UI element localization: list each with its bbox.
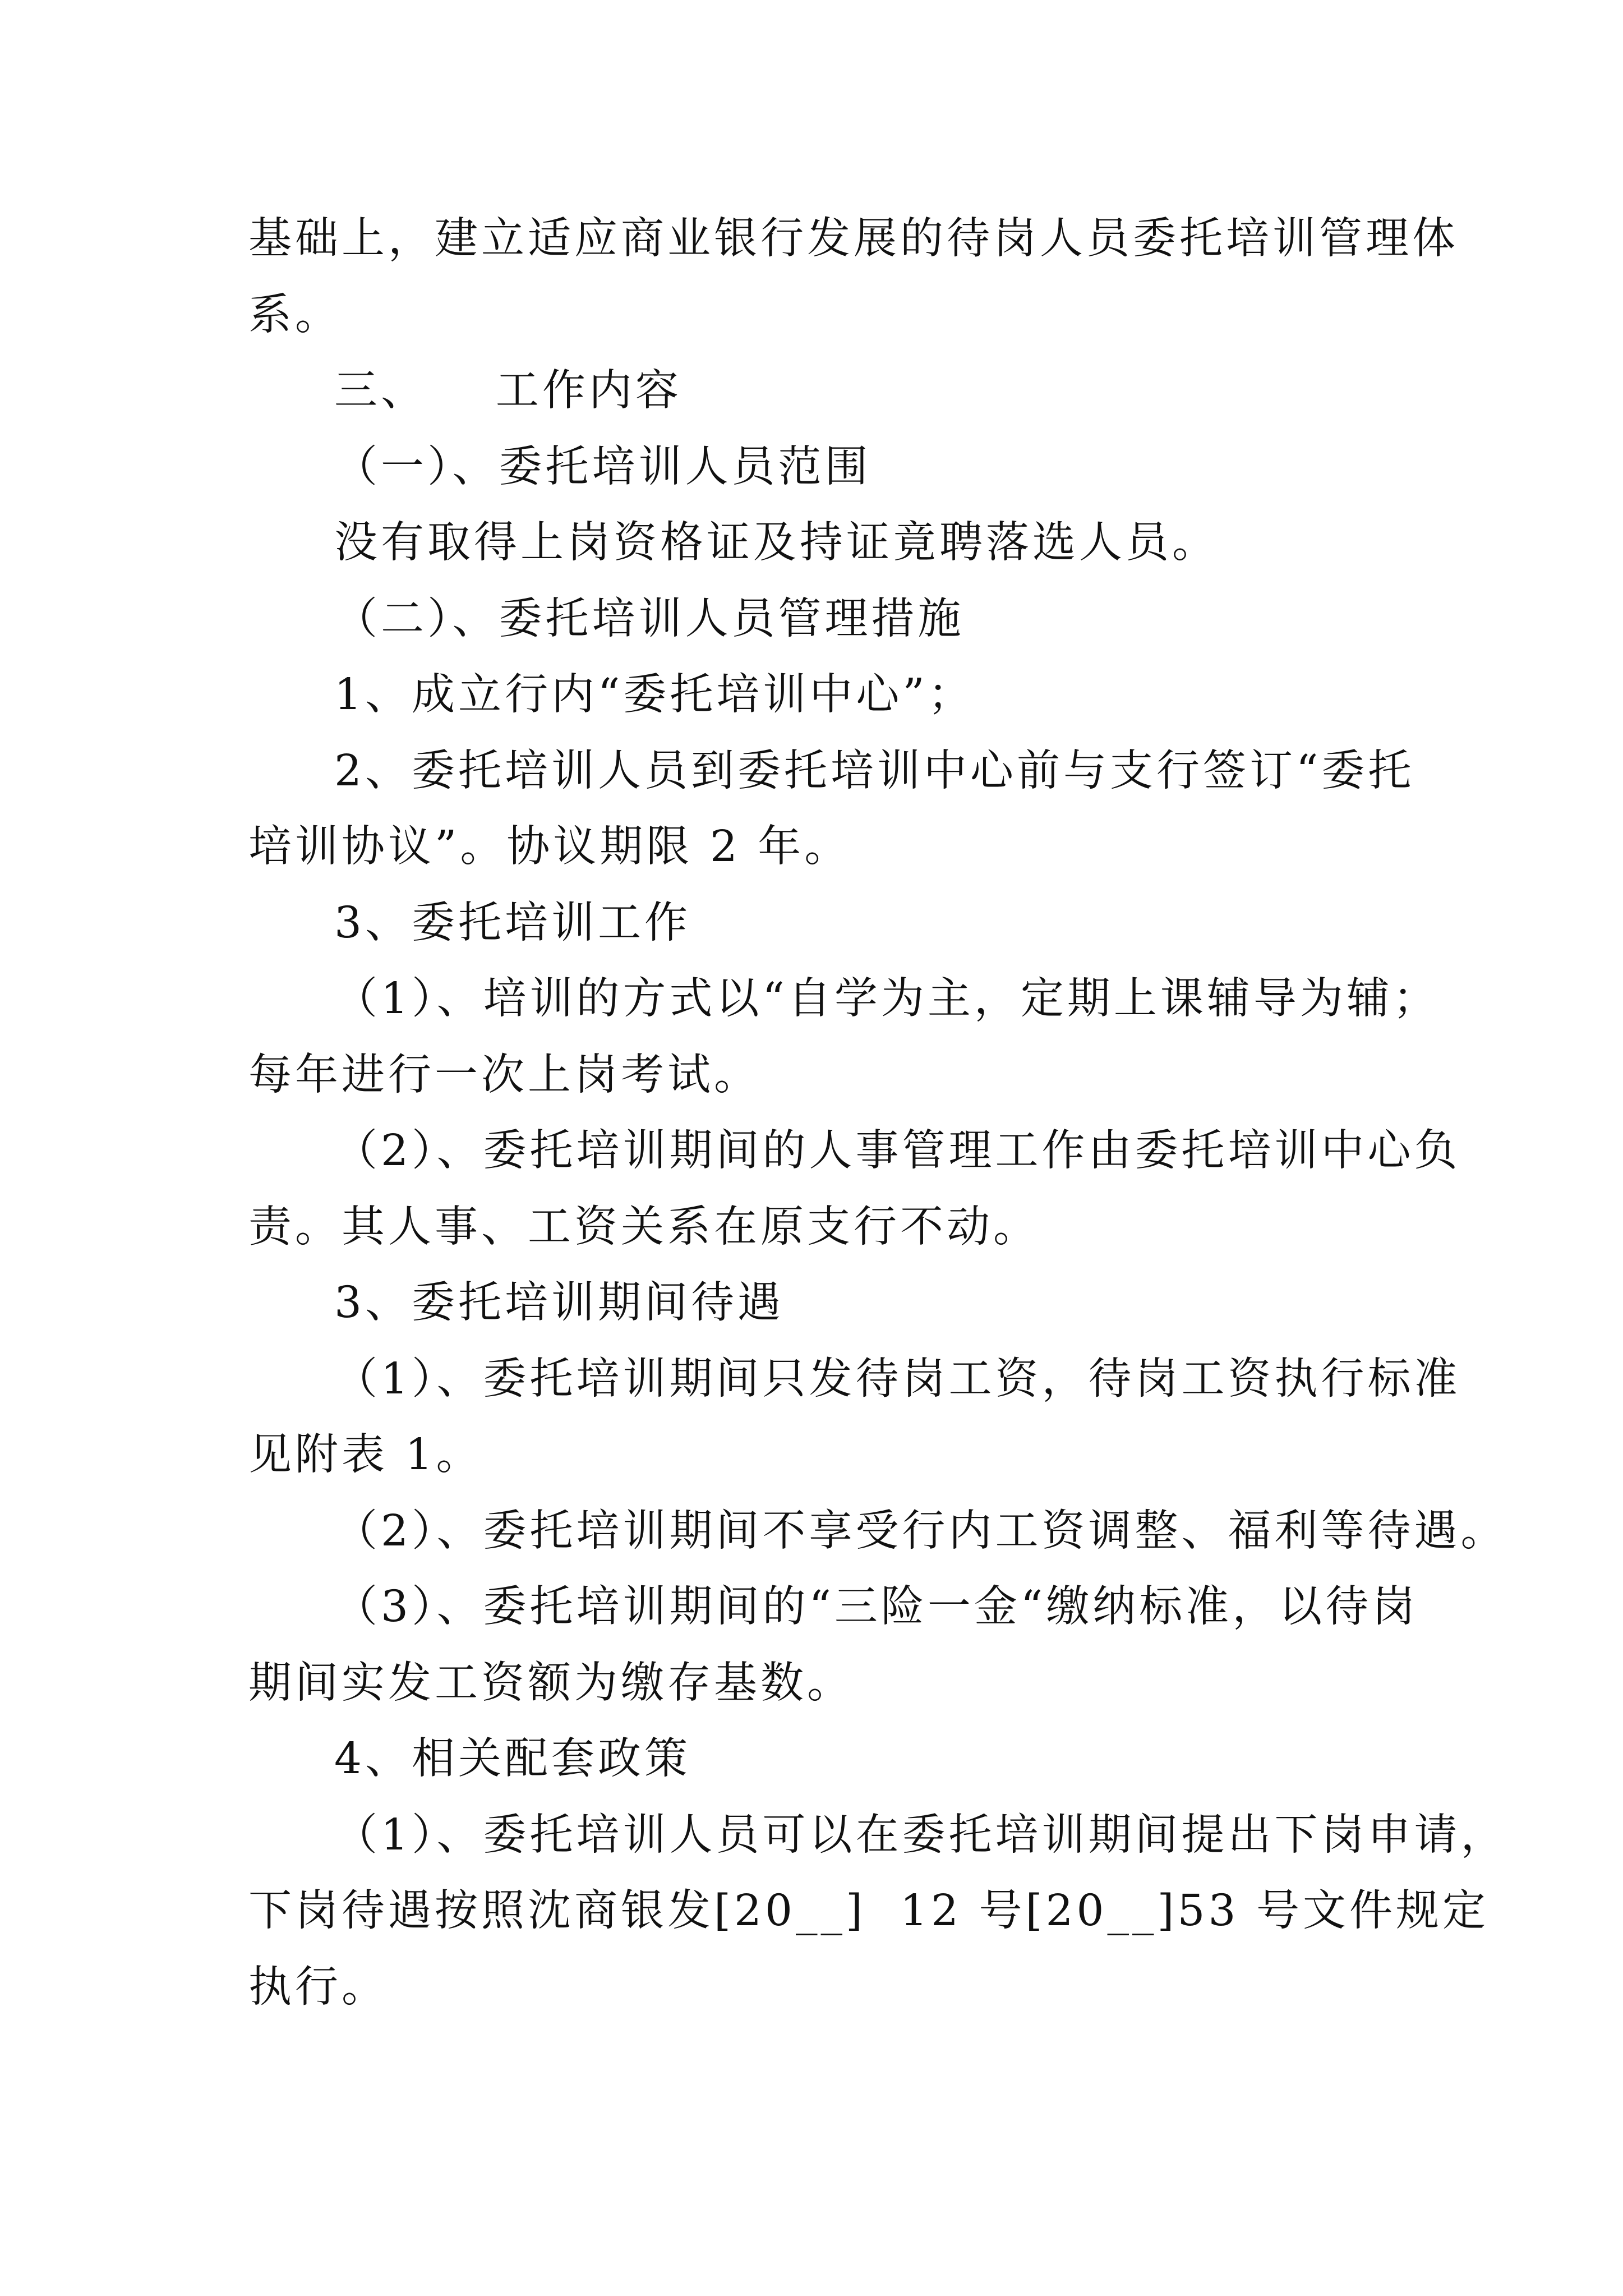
subsection-heading: （一）、委托培训人员范围 [334, 442, 872, 492]
list-item: 4、相关配套政策 [334, 1734, 691, 1784]
body-text-line: 执行。 [248, 1962, 388, 2012]
body-text-line: 责。其人事、工资关系在原支行不动。 [248, 1202, 1040, 1252]
subsection-heading: （二）、委托培训人员管理措施 [334, 594, 965, 644]
list-item: （3）、委托培训期间的“三险一金“缴纳标准，以待岗 [334, 1582, 1419, 1632]
list-item: （1）、培训的方式以“自学为主，定期上课辅导为辅； [334, 974, 1440, 1024]
body-text-line: 培训协议”。协议期限 2 年。 [248, 822, 851, 872]
body-text-line: 见附表 1。 [248, 1430, 483, 1480]
list-item: 2、委托培训人员到委托培训中心前与支行签订“委托 [334, 746, 1415, 796]
list-item: （1）、委托培训人员可以在委托培训期间提出下岗申请， [334, 1810, 1507, 1860]
list-item: （1）、委托培训期间只发待岗工资，待岗工资执行标准 [334, 1354, 1461, 1404]
list-item: 3、委托培训期间待遇 [334, 1278, 784, 1328]
section-heading: 三、 工作内容 [334, 366, 682, 416]
body-text-line: 系。 [248, 290, 342, 340]
list-item: （2）、委托培训期间的人事管理工作由委托培训中心负 [334, 1126, 1461, 1176]
body-text-line: 期间实发工资额为缴存基数。 [248, 1658, 854, 1708]
body-text-line: 下岗待遇按照沈商银发[20__] 12 号[20__]53 号文件规定 [248, 1886, 1489, 1936]
list-item: 3、委托培训工作 [334, 898, 691, 948]
body-text-line: 每年进行一次上岗考试。 [248, 1050, 760, 1100]
list-item: （2）、委托培训期间不享受行内工资调整、福利等待遇。 [334, 1506, 1507, 1556]
list-item: 1、成立行内“委托培训中心”； [334, 670, 975, 720]
body-text-line: 基础上，建立适应商业银行发展的待岗人员委托培训管理体 [248, 214, 1459, 264]
body-text-line: 没有取得上岗资格证及持证竟聘落选人员。 [334, 518, 1219, 568]
